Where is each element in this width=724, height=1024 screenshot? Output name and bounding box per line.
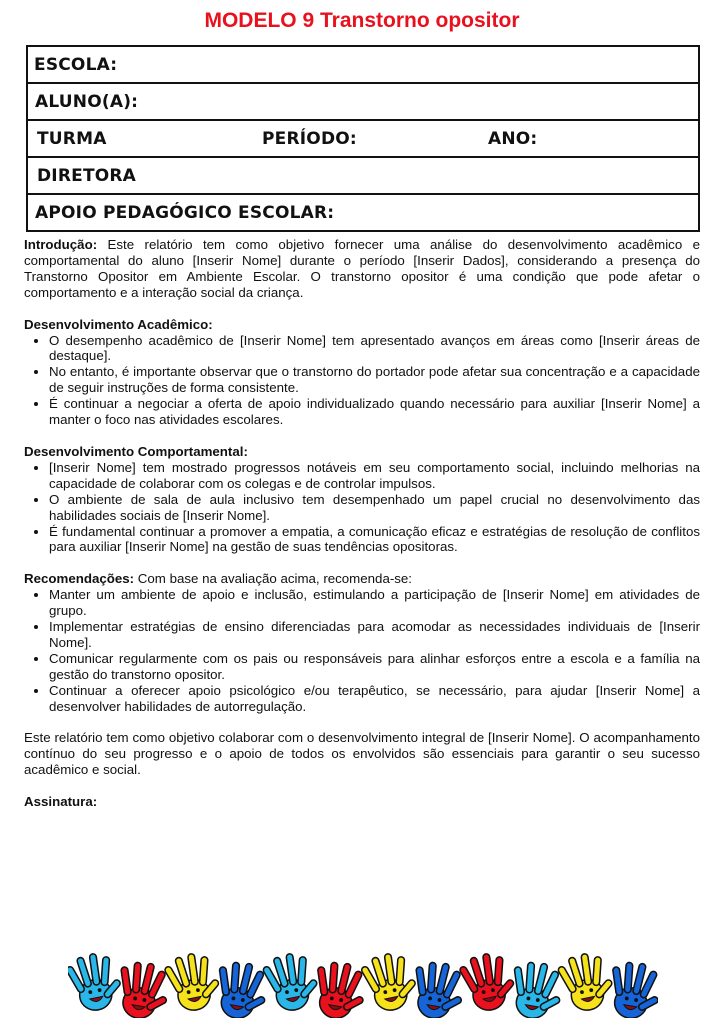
report-body [24, 237, 700, 810]
academic-heading: Desenvolvimento Acadêmico: [24, 316, 213, 332]
hand-icon [309, 958, 370, 1018]
hand-icon [506, 958, 567, 1018]
hand-icon [457, 949, 519, 1015]
list-item: • Comunicar regularmente com os pais ou responsáveis para alinhar esforços entre a escola e a família na gestão do transtorno opositor. [49, 651, 700, 683]
hand-icon [68, 949, 126, 1015]
school-label: ESCOLA: [34, 55, 118, 75]
conclusion-paragraph: Este relatório tem como objetivo colaborar com o desenvolvimento integral de [Inserir Nome]. O acompanhamento contínuo do seu progresso e o apoio de todos os envolvidos são essenciais para garantir o seu sucesso acadêmico e social. [24, 730, 700, 778]
recommendations-list [24, 587, 700, 714]
hand-icon [211, 958, 272, 1018]
period-label: PERÍODO: [262, 129, 357, 149]
header-form [26, 45, 700, 232]
hand-icon [260, 949, 322, 1015]
school-row [28, 47, 698, 84]
list-item: • É fundamental continuar a promover a empatia, a comunicação eficaz e estratégias de resolução de conflitos para auxiliar [Inserir Nome] na gestão de suas tendências opositoras. [49, 524, 700, 556]
behavior-heading: Desenvolvimento Comportamental: [24, 443, 248, 459]
hand-icon [555, 949, 617, 1015]
year-label: ANO: [488, 129, 538, 149]
list-item: • [Inserir Nome] tem mostrado progressos notáveis em seu comportamento social, incluindo melhorias na capacidade de colaborar com os colegas e de controlar impulsos. [49, 460, 700, 492]
academic-list [24, 333, 700, 428]
page-title: MODELO 9 Transtorno opositor [204, 9, 520, 32]
list-item: • Implementar estratégias de ensino diferenciadas para acomodar as necessidades individuais de [Inserir Nome]. [49, 619, 700, 651]
director-row [28, 158, 698, 195]
student-label: ALUNO(A): [35, 92, 139, 112]
hand-icon [162, 949, 224, 1015]
behavior-list [24, 460, 700, 555]
hands-border-image [68, 946, 658, 1018]
support-row [28, 195, 698, 230]
hand-icon [359, 949, 421, 1015]
list-item: • No entanto, é importante observar que o transtorno do portador pode afetar sua concentração e a capacidade de seguir instruções de forma consistente. [49, 364, 700, 396]
class-row [28, 121, 698, 158]
hand-icon [113, 958, 174, 1018]
list-item: • Continuar a oferecer apoio psicológico e/ou terapêutico, se necessário, para ajudar [Inserir Nome] a desenvolver habilidades de autorregulação. [49, 683, 700, 715]
recommendations-label: Recomendações: [24, 571, 135, 587]
support-label: APOIO PEDAGÓGICO ESCOLAR: [35, 203, 335, 223]
hand-icon [604, 958, 658, 1018]
director-label: DIRETORA [37, 166, 137, 186]
intro-label: Introdução: [24, 237, 98, 252]
recommendations-intro: Recomendações: Com base na avaliação acima, recomenda-se: [24, 571, 413, 587]
class-label: TURMA [37, 129, 107, 149]
list-item: • É continuar a negociar a oferta de apoio individualizado quando necessário para auxiliar [Inserir Nome] a manter o foco nas atividades escolares. [49, 396, 700, 428]
list-item: • O desempenho acadêmico de [Inserir Nome] tem apresentado avanços em áreas como [Inserir áreas de destaque]. [49, 333, 700, 365]
intro-paragraph [24, 237, 700, 301]
signature-label: Assinatura: [24, 794, 98, 810]
list-item: • O ambiente de sala de aula inclusivo tem desempenhado um papel crucial no desenvolvimento das habilidades sociais de [Inserir Nome]. [49, 492, 700, 524]
intro-text: Este relatório tem como objetivo fornecer uma análise do desenvolvimento acadêmico e comportamental do aluno [Inserir Nome] durante o período [Inserir Dados], considerando a presença do Transtorno Opositor em Ambiente Escolar. O transtorno opositor é uma condição que pode afetar o comportamento e a interação social da criança. [24, 237, 700, 300]
hand-icon [408, 958, 469, 1018]
student-row [28, 84, 698, 121]
list-item: • Manter um ambiente de apoio e inclusão, estimulando a participação de [Inserir Nome] em atividades de grupo. [49, 587, 700, 619]
